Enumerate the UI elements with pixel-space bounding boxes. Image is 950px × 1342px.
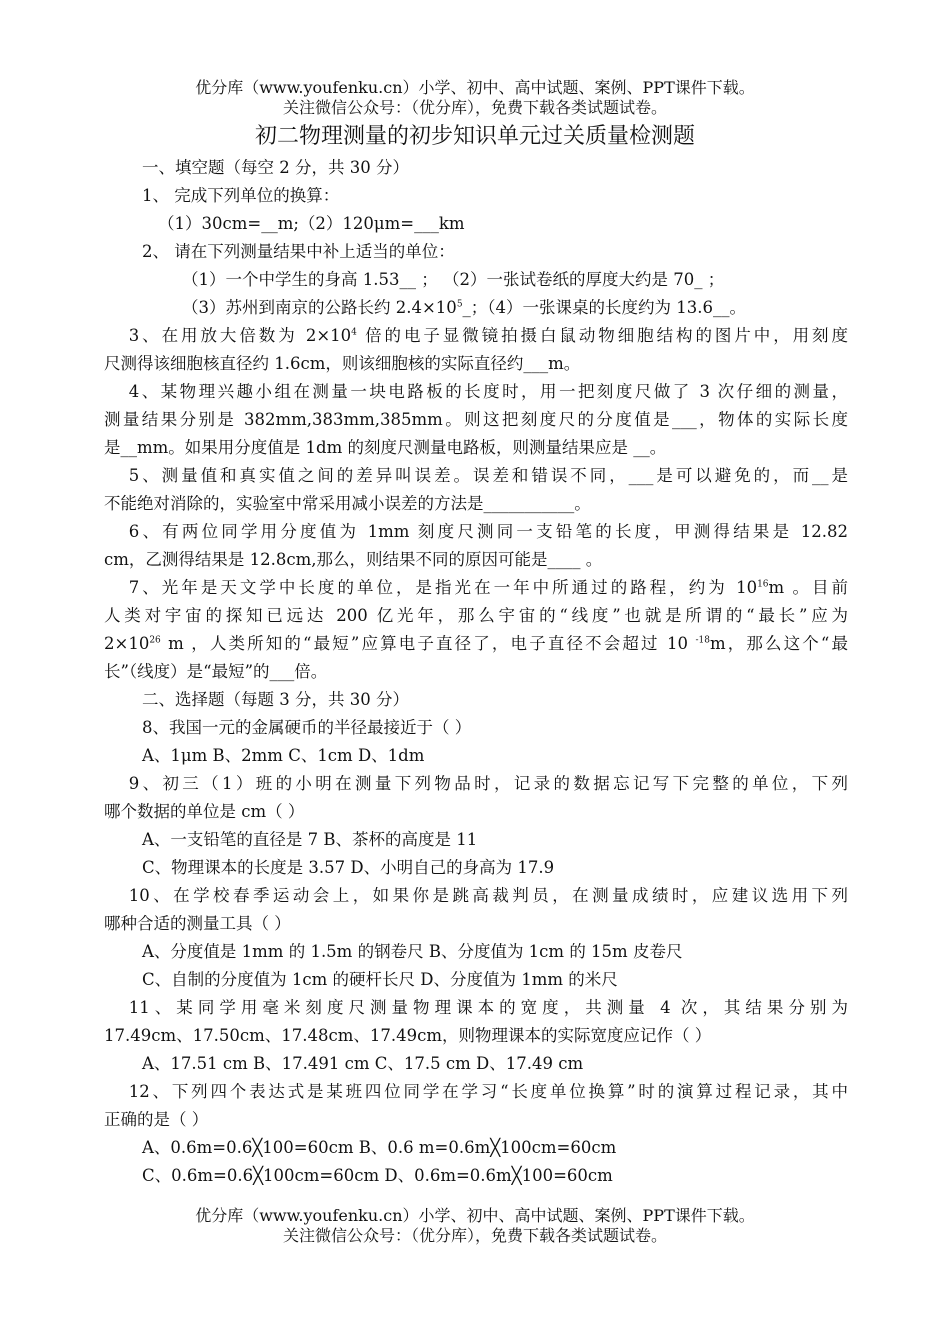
q7-line2: 人类对宇宙的探知已远达 200 亿光年，那么宇宙的“线度”也就是所谓的“最长”应为 xyxy=(104,606,848,625)
q7-line3: $2\times 10^{26}$ m ，人类所知的“最短”应算电子直径了，电子直径不会超过 10 $^{-18}$m，那么这个“最 xyxy=(104,634,848,653)
q12-line2: 正确的是（ ） xyxy=(104,1110,209,1129)
page-title: 初二物理测量的初步知识单元过关质量检测题 xyxy=(254,124,695,149)
q12-options-2: C、0.6m=0.6╳100cm=60cm D、0.6m=0.6m╳100=60cm xyxy=(142,1166,613,1185)
q9-line2: 哪个数据的单位是 cm（ ） xyxy=(104,802,305,821)
q10-options-1: A、分度值是 1mm 的 1.5m 的钢卷尺 B、分度值为 1cm 的 15m 皮卷尺 xyxy=(142,942,683,961)
q7-line1: 7、光年是天文学中长度的单位，是指光在一年中所通过的路程，约为 $10^{16}m$ 。目前 xyxy=(128,578,848,597)
q5-line1: 5、测量值和真实值之间的差异叫误差。误差和错误不同，___是可以避免的，而__是 xyxy=(128,466,848,485)
q6-line2: cm，乙测得结果是 12.8cm,那么，则结果不同的原因可能是____ 。 xyxy=(104,550,603,569)
q6-line1: 6、有两位同学用分度值为 1mm 刻度尺测同一支铅笔的长度，甲测得结果是 12.82 xyxy=(128,522,848,541)
footer-line-2: 关注微信公众号：（优分库），免费下载各类试题试卷。 xyxy=(282,1226,667,1245)
q2-line1: （1）一个中学生的身高 1.53__ ； （2）一张试卷纸的厚度大约是 70_ ； xyxy=(182,270,725,289)
q9-options-1: A、一支铅笔的直径是 7 B、茶杯的高度是 11 xyxy=(142,830,478,849)
footer-line-1: 优分库（www.youfenku.cn）小学、初中、高中试题、案例、PPT课件下载。 xyxy=(195,1206,755,1225)
q9-options-2: C、物理课本的长度是 3.57 D、小明自己的身高为 17.9 xyxy=(142,858,555,877)
q11-line1: 11、某同学用毫米刻度尺测量物理课本的宽度，共测量 4 次，其结果分别为 xyxy=(128,998,848,1017)
q2-stem: 2、 请在下列测量结果中补上适当的单位： xyxy=(142,242,455,261)
q10-options-2: C、自制的分度值为 1cm 的硬杆长尺 D、分度值为 1mm 的米尺 xyxy=(142,970,618,989)
q1-line: （1）30cm=__m;（2）120μm=___km xyxy=(158,214,465,233)
q12-line1: 12、下列四个表达式是某班四位同学在学习“长度单位换算”时的演算过程记录，其中 xyxy=(128,1082,848,1101)
header-line-2: 关注微信公众号：（优分库），免费下载各类试题试卷。 xyxy=(282,98,667,117)
q10-line2: 哪种合适的测量工具（ ） xyxy=(104,914,291,933)
q12-options-1: A、0.6m=0.6╳100=60cm B、0.6 m=0.6m╳100cm=60cm xyxy=(142,1138,617,1157)
q8-stem: 8、我国一元的金属硬币的半径最接近于（ ） xyxy=(142,718,472,737)
q11-options: A、17.51 cm B、17.491 cm C、17.5 cm D、17.49 cm xyxy=(142,1054,584,1073)
section1-heading: 一、填空题（每空 2 分，共 30 分） xyxy=(142,158,409,177)
q1-stem: 1、 完成下列单位的换算： xyxy=(142,186,340,205)
q4-line3: 是__mm。如果用分度值是 1dm 的刻度尺测量电路板，则测量结果应是 __。 xyxy=(104,438,667,457)
q7-line4: 长”（线度）是“最短”的___倍。 xyxy=(104,662,328,681)
q8-options: A、1μm B、2mm C、1cm D、1dm xyxy=(142,746,425,765)
section2-heading: 二、选择题（每题 3 分，共 30 分） xyxy=(142,690,409,709)
q11-line2: 17.49cm、17.50cm、17.48cm、17.49cm，则物理课本的实际宽度应记作（ ） xyxy=(104,1026,712,1045)
q10-line1: 10、在学校春季运动会上，如果你是跳高裁判员，在测量成绩时，应建议选用下列 xyxy=(128,886,848,905)
q2-line2: （3）苏州到南京的公路长约 $2.4\times 10^5\_$；（4）一张课桌的长度约为 13.6__。 xyxy=(182,298,747,317)
q5-line2: 不能绝对消除的，实验室中常采用减小误差的方法是___________。 xyxy=(104,494,591,513)
q3-line1: 3、在用放大倍数为 $2\times 10^4$ 倍的电子显微镜拍摄白鼠动物细胞结构的图片中，用刻度 xyxy=(128,326,848,345)
q9-line1: 9、初三（1）班的小明在测量下列物品时，记录的数据忘记写下完整的单位，下列 xyxy=(128,774,848,793)
q4-line1: 4、某物理兴趣小组在测量一块电路板的长度时，用一把刻度尺做了 3 次仔细的测量， xyxy=(128,382,848,401)
header-line-1: 优分库（www.youfenku.cn）小学、初中、高中试题、案例、PPT课件下载。 xyxy=(195,78,755,97)
q3-line2: 尺测得该细胞核直径约 1.6cm，则该细胞核的实际直径约___m。 xyxy=(104,354,581,373)
q4-line2: 测量结果分别是 382mm,383mm,385mm。则这把刻度尺的分度值是___，物体的实际长度 xyxy=(104,410,848,429)
